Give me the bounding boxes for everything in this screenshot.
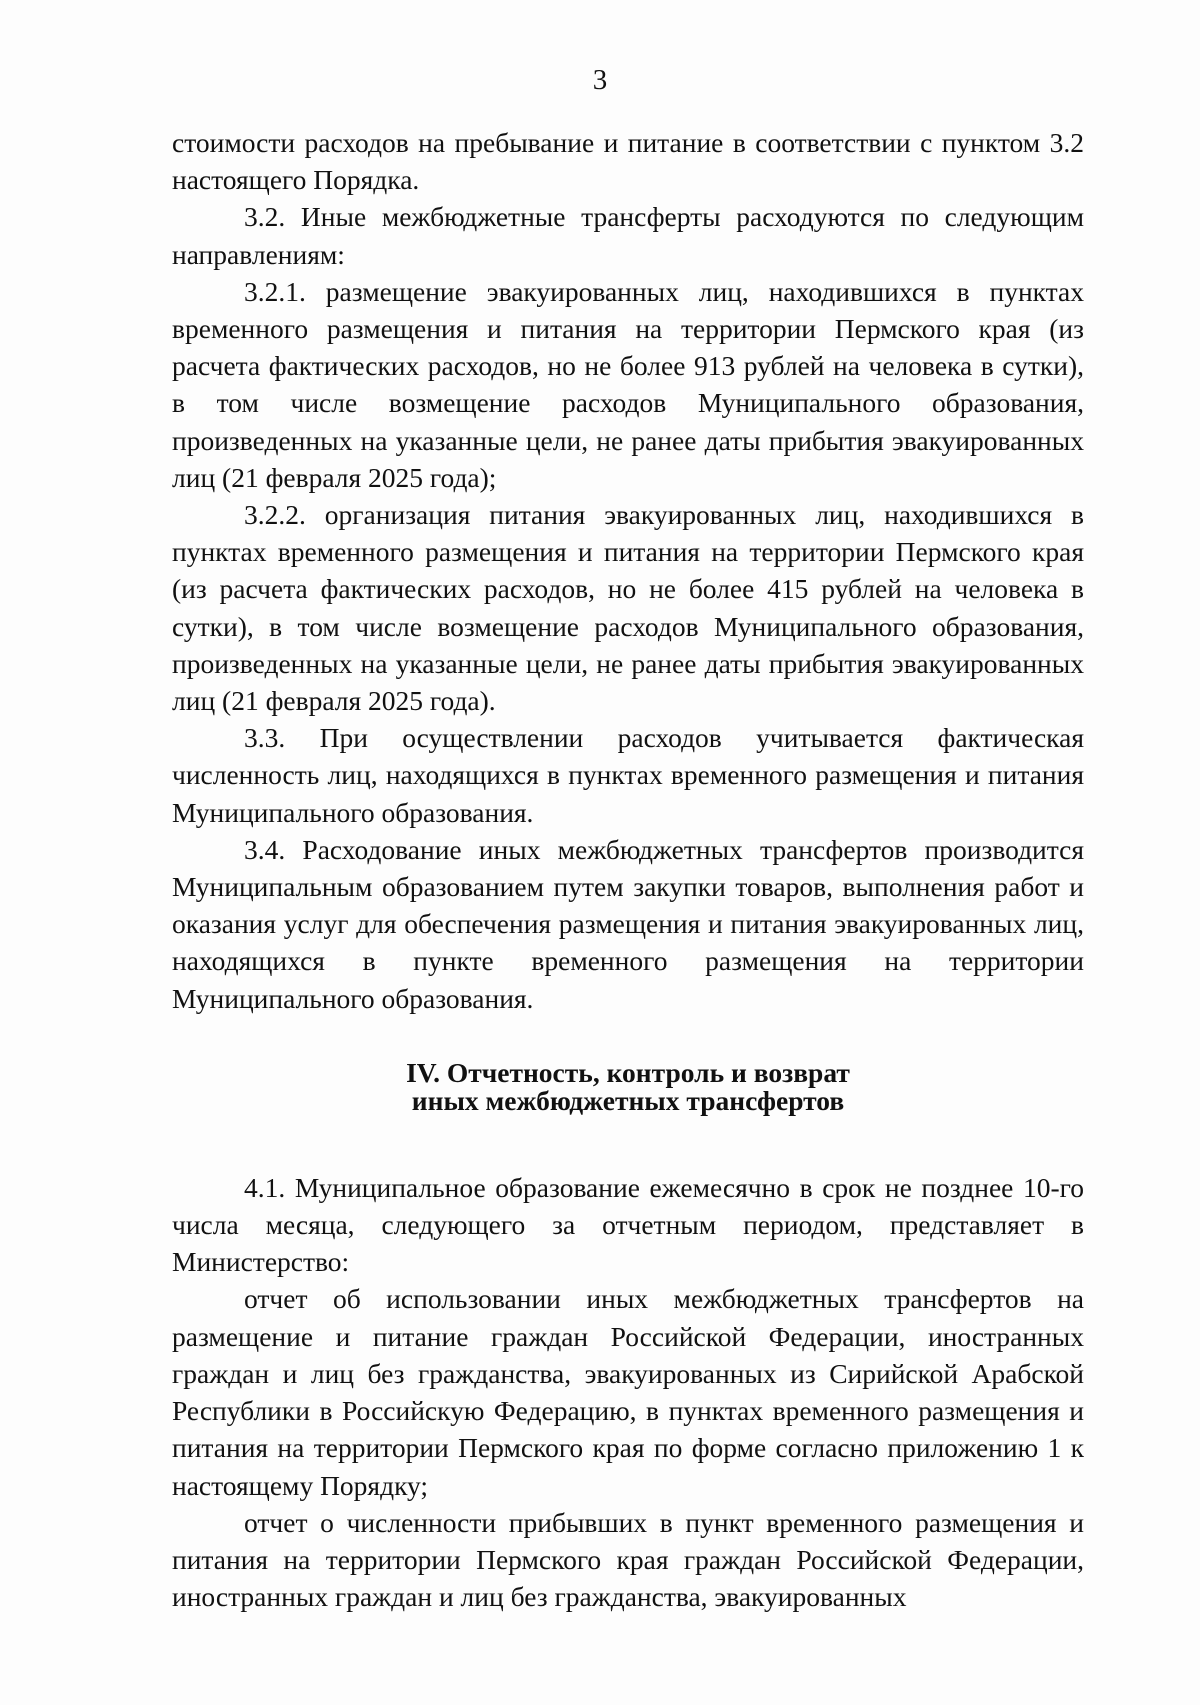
section-heading-line-2: иных межбюджетных трансфертов: [411, 1084, 845, 1116]
paragraph-4-1: 4.1. Муниципальное образование ежемесячно в срок не позднее 10-го числа месяца, следующего за отчетным периодом, представляет в Министерство:: [172, 1171, 1084, 1278]
paragraph-report-usage: отчет об использовании иных межбюджетных трансфертов на размещение и питание граждан Российской Федерации, иностранных граждан и лиц без гражданства, эвакуированных из Сирийской Арабской Республики в Российскую Федерацию, в пунктах временного размещения и питания на территории Пермского края по форме согласно приложению 1 к настоящему Порядку;: [172, 1283, 1084, 1501]
paragraph-continuation: стоимости расходов на пребывание и питание в соответствии с пунктом 3.2 настоящего Порядка.: [172, 127, 1084, 196]
paragraph-3-3: 3.3. При осуществлении расходов учитывается фактическая численность лиц, находящихся в пунктах временного размещения и питания Муниципального образования.: [172, 722, 1084, 828]
paragraph-3-2-2: 3.2.2. организация питания эвакуированных лиц, находившихся в пунктах временного размещения и питания на территории Пермского края (из расчета фактических расходов, но не более 415 рублей на человека в сутки), в том числе возмещение расходов Муниципального образования, произведенных на указанные цели, не ранее даты прибытия эвакуированных лиц (21 февраля 2025 года).: [172, 499, 1084, 717]
paragraph-3-2: 3.2. Иные межбюджетные трансферты расходуются по следующим направлениям:: [172, 201, 1084, 270]
paragraph-3-4: 3.4. Расходование иных межбюджетных трансфертов производится Муниципальным образованием путем закупки товаров, выполнения работ и оказания услуг для обеспечения размещения и питания эвакуированных лиц, находящихся в пункте временного размещения на территории Муниципального образования.: [172, 833, 1084, 1014]
document-body: [172, 124, 1084, 1615]
page-number: 3: [592, 64, 608, 96]
paragraph-3-2-1: 3.2.1. размещение эвакуированных лиц, находившихся в пунктах временного размещения и питания на территории Пермского края (из расчета фактических расходов, но не более 913 рублей на человека в сутки), в том числе возмещение расходов Муниципального образования, произведенных на указанные цели, не ранее даты прибытия эвакуированных лиц (21 февраля 2025 года);: [172, 275, 1084, 493]
paragraph-report-headcount: отчет о численности прибывших в пункт временного размещения и питания на территории Пермского края граждан Российской Федерации, иностранных граждан и лиц без гражданства, эвакуированных: [172, 1506, 1084, 1613]
section-heading-line-1: IV. Отчетность, контроль и возврат: [406, 1056, 850, 1088]
section-heading: [172, 1017, 1084, 1169]
